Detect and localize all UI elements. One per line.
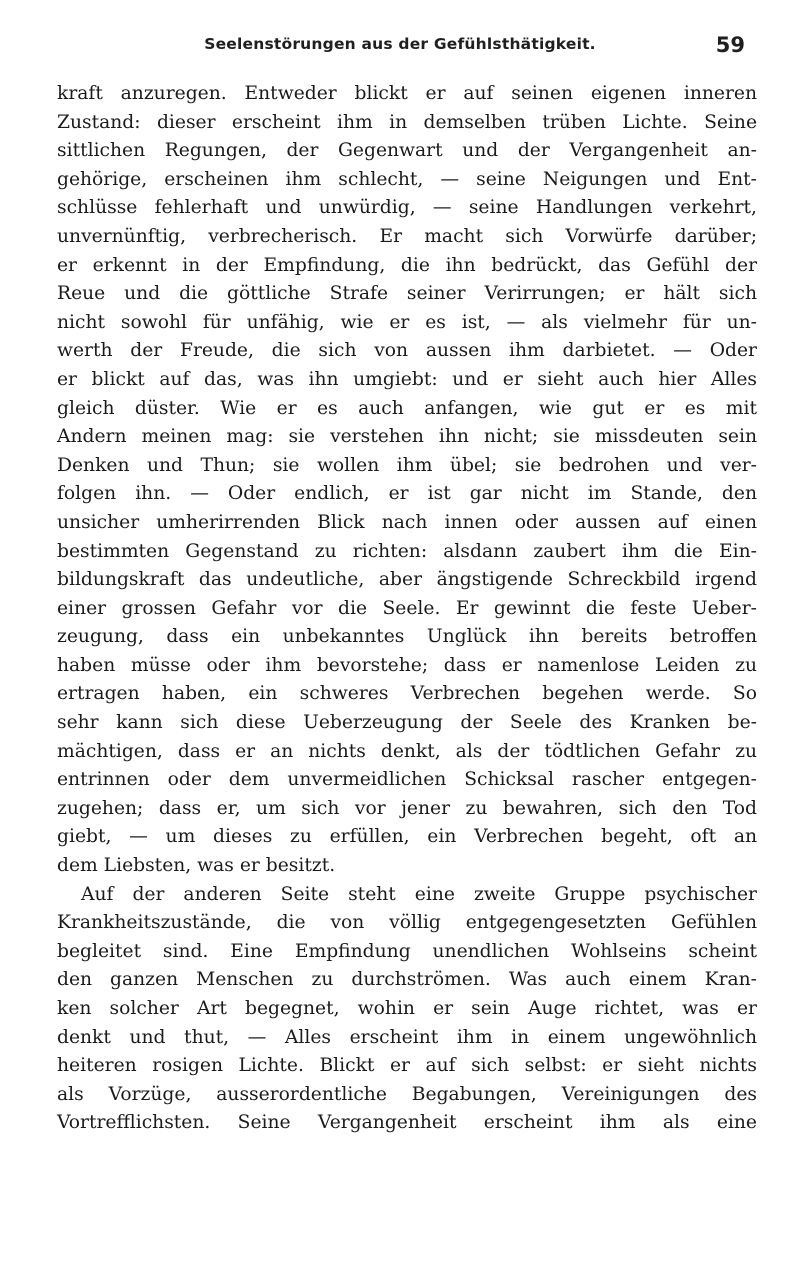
text-line: er blickt auf das, was ihn umgiebt: und er sieht auch hier Alles	[57, 368, 757, 390]
text-line: heiteren rosigen Lichte. Blickt er auf sich selbst: er sieht nichts	[57, 1055, 757, 1077]
body-text	[57, 80, 757, 1138]
text-line: haben müsse oder ihm bevorstehe; dass er namenlose Leiden zu	[57, 654, 757, 676]
text-line: bildungskraft das undeutliche, aber ängstigende Schreckbild irgend	[57, 569, 757, 591]
text-line: mächtigen, dass er an nichts denkt, als der tödtlichen Gefahr zu	[57, 740, 757, 762]
text-line: zugehen; dass er, um sich vor jener zu bewahren, sich den Tod	[57, 797, 757, 819]
text-line: unvernünftig, verbrecherisch. Er macht sich Vorwürfe darüber;	[57, 225, 757, 247]
text-line: sehr kann sich diese Ueberzeugung der Seele des Kranken be-	[57, 712, 757, 734]
text-line: Krankheitszustände, die von völlig entgegengesetzten Gefühlen	[57, 912, 757, 934]
text-line: bestimmten Gegenstand zu richten: alsdann zaubert ihm die Ein-	[57, 540, 757, 562]
text-line: giebt, — um dieses zu erfüllen, ein Verbrechen begeht, oft an	[57, 826, 757, 848]
text-line: kraft anzuregen. Entweder blickt er auf seinen eigenen inneren	[57, 83, 757, 104]
text-line: nicht sowohl für unfähig, wie er es ist, — als vielmehr für un-	[57, 311, 757, 333]
text-line: sittlichen Regungen, der Gegenwart und der Vergangenheit an-	[57, 140, 757, 162]
paragraph-end-line: dem Liebsten, was er besitzt.	[57, 855, 336, 877]
text-line: gehörige, erscheinen ihm schlecht, — seine Neigungen und Ent-	[57, 168, 757, 190]
text-line: zeugung, dass ein unbekanntes Unglück ihn bereits betroffen	[57, 626, 757, 648]
text-line: ken solcher Art begegnet, wohin er sein Auge richtet, was er	[57, 998, 757, 1019]
text-line: als Vorzüge, ausserordentliche Begabungen, Vereinigungen des	[57, 1083, 757, 1105]
text-line: Vortrefflichsten. Seine Vergangenheit erscheint ihm als eine	[57, 1112, 757, 1134]
text-line: unsicher umherirrenden Blick nach innen oder aussen auf einen	[57, 511, 757, 533]
text-line: werth der Freude, die sich von aussen ihm darbietet. — Oder	[57, 340, 757, 362]
text-line: folgen ihn. — Oder endlich, er ist gar nicht im Stande, den	[57, 483, 757, 505]
text-line: begleitet sind. Eine Empfindung unendlichen Wohlseins scheint	[57, 940, 757, 962]
paragraph-start-line: Auf der anderen Seite steht eine zweite Gruppe psychischer	[81, 883, 757, 905]
text-line: einer grossen Gefahr vor die Seele. Er gewinnt die feste Ueber-	[57, 597, 757, 619]
text-line: er erkennt in der Empfindung, die ihn bedrückt, das Gefühl der	[57, 254, 757, 276]
running-head-title: Seelenstörungen aus der Gefühlsthätigkeit.	[204, 35, 596, 53]
text-line: ertragen haben, ein schweres Verbrechen begehen werde. So	[57, 683, 757, 705]
text-line: den ganzen Menschen zu durchströmen. Was auch einem Kran-	[57, 969, 757, 991]
text-line: Denken und Thun; sie wollen ihm übel; sie bedrohen und ver-	[57, 454, 757, 476]
text-line: Zustand: dieser erscheint ihm in demselben trüben Lichte. Seine	[57, 111, 757, 133]
text-line: denkt und thut, — Alles erscheint ihm in einem ungewöhnlich	[57, 1026, 757, 1048]
text-line: gleich düster. Wie er es auch anfangen, wie gut er es mit	[57, 397, 757, 419]
text-line: entrinnen oder dem unvermeidlichen Schicksal rascher entgegen-	[57, 769, 757, 791]
running-head	[0, 33, 800, 59]
text-line: Andern meinen mag: sie verstehen ihn nicht; sie missdeuten sein	[57, 426, 757, 448]
page-number: 59	[715, 33, 745, 57]
text-line: Reue und die göttliche Strafe seiner Verirrungen; er hält sich	[57, 283, 757, 305]
text-line: schlüsse fehlerhaft und unwürdig, — seine Handlungen verkehrt,	[57, 197, 757, 219]
